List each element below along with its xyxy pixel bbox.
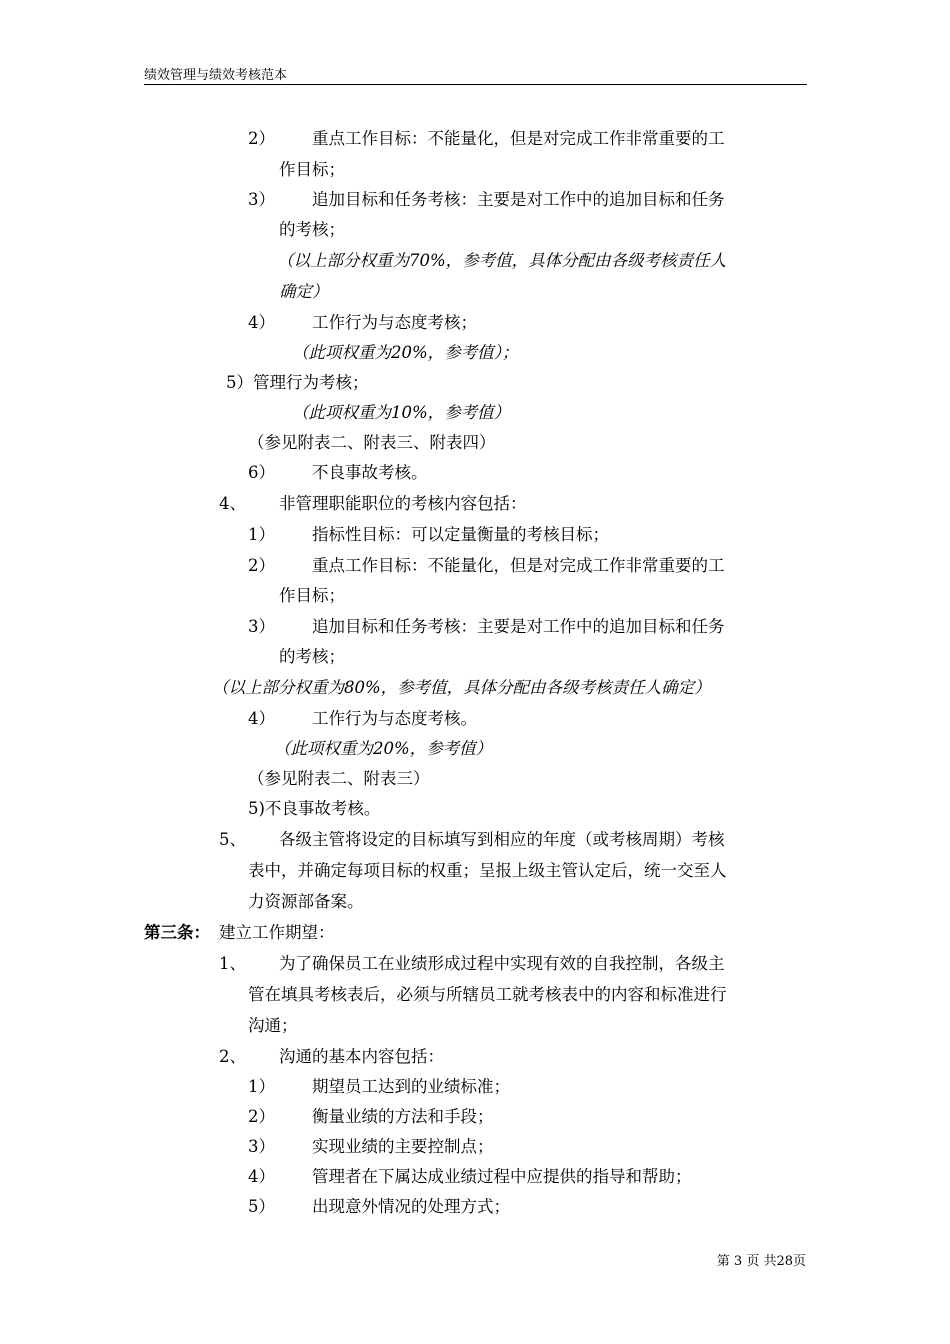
list-number: 4） [248, 1167, 275, 1186]
list-number: 5、 [219, 830, 246, 849]
list-item-text: 为了确保员工在业绩形成过程中实现有效的自我控制，各级主 [279, 954, 725, 973]
list-number: 2） [248, 129, 275, 148]
list-item-text: 不良事故考核。 [312, 463, 428, 482]
list-number: 4） [248, 709, 275, 728]
list-number: 5） [248, 1197, 275, 1216]
list-item-text: 指标性目标：可以定量衡量的考核目标； [312, 525, 609, 544]
list-item-text: 各级主管将设定的目标填写到相应的年度（或考核周期）考核 [279, 830, 725, 849]
list-item-text: 沟通； [248, 1016, 298, 1035]
list-number: 1、 [219, 954, 246, 973]
list-number: 2） [248, 1107, 275, 1126]
list-item-text: 表中，并确定每项目标的权重；呈报上级主管认定后，统一交至人 [248, 861, 727, 880]
weight-note: （此项权重为20%，参考值） [274, 739, 493, 758]
list-item-text: 的考核； [279, 220, 345, 239]
list-item-text: 力资源部备案。 [248, 892, 364, 911]
list-item-text: 作目标； [279, 586, 345, 605]
list-item-text: 实现业绩的主要控制点； [312, 1137, 494, 1156]
list-item-text: 期望员工达到的业绩标准； [312, 1077, 510, 1096]
list-item-text: 5）管理行为考核； [226, 373, 369, 392]
list-item-text: 的考核； [279, 647, 345, 666]
weight-note: （此项权重为20%，参考值）； [292, 343, 519, 362]
list-item-text: 管在填具考核表后，必须与所辖员工就考核表中的内容和标准进行 [248, 985, 727, 1004]
list-number: 2、 [219, 1047, 246, 1066]
list-number: 4） [248, 313, 275, 332]
page-number: 第 3 页 共28页 [716, 1254, 806, 1269]
page-header-title: 绩效管理与绩效考核范本 [144, 68, 288, 83]
list-number: 6） [248, 463, 275, 482]
list-number: 2） [248, 556, 275, 575]
weight-note: （以上部分权重为80%，参考值，具体分配由各级考核责任人确定） [212, 678, 711, 697]
reference-note: （参见附表二、附表三、附表四） [248, 433, 496, 452]
list-item-text: 工作行为与态度考核； [312, 313, 477, 332]
article-label: 第三条： [144, 923, 210, 942]
list-item-text: 工作行为与态度考核。 [312, 709, 477, 728]
article-title: 建立工作期望： [219, 923, 335, 942]
header-divider [144, 84, 807, 85]
list-item-text: 管理者在下属达成业绩过程中应提供的指导和帮助； [312, 1167, 692, 1186]
list-item-text: 出现意外情况的处理方式； [312, 1197, 510, 1216]
weight-note: （此项权重为10%，参考值） [292, 403, 511, 422]
list-number: 3） [248, 617, 275, 636]
list-item-text: 沟通的基本内容包括： [279, 1047, 444, 1066]
list-item-text: 追加目标和任务考核：主要是对工作中的追加目标和任务 [312, 190, 725, 209]
list-item-text: 5)不良事故考核。 [248, 799, 381, 818]
list-item-text: 重点工作目标：不能量化，但是对完成工作非常重要的工 [312, 556, 725, 575]
reference-note: （参见附表二、附表三） [248, 769, 430, 788]
list-number: 3） [248, 1137, 275, 1156]
list-number: 1） [248, 1077, 275, 1096]
list-number: 3） [248, 190, 275, 209]
list-number: 1） [248, 525, 275, 544]
weight-note: （以上部分权重为70%，参考值，具体分配由各级考核责任人 [277, 251, 727, 270]
list-number: 4、 [219, 494, 246, 513]
list-item-text: 作目标； [279, 160, 345, 179]
list-item-text: 非管理职能职位的考核内容包括： [279, 494, 527, 513]
list-item-text: 重点工作目标：不能量化，但是对完成工作非常重要的工 [312, 129, 725, 148]
weight-note: 确定） [279, 282, 329, 301]
list-item-text: 衡量业绩的方法和手段； [312, 1107, 494, 1126]
list-item-text: 追加目标和任务考核：主要是对工作中的追加目标和任务 [312, 617, 725, 636]
